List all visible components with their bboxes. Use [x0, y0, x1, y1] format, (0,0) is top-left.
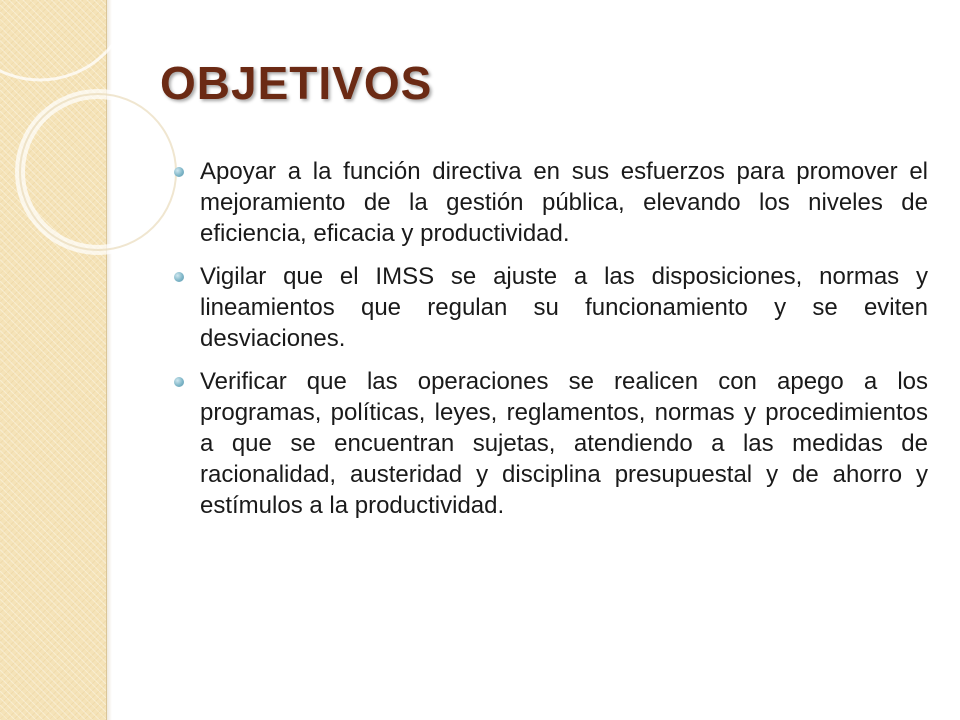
- bullet-dot-icon: [174, 167, 184, 177]
- objective-text: Verificar que las operaciones se realicen con apego a los programas, políticas, leyes, reglamentos, normas y procedimientos a que se encuentran sujetas, atendiendo a las medidas de racionalidad, austeridad y disciplina presupuestal y de ahorro y estímulos a la productividad.: [200, 368, 928, 519]
- slide-title: OBJETIVOS: [160, 57, 433, 109]
- objective-item: [172, 366, 928, 521]
- bullet-dot-icon: [174, 377, 184, 387]
- bullet-dot-icon: [174, 272, 184, 282]
- objective-item: [172, 156, 928, 249]
- objective-text: Apoyar a la función directiva en sus esfuerzos para promover el mejoramiento de la gestión pública, elevando los niveles de eficiencia, eficacia y productividad.: [200, 158, 928, 247]
- decorative-rings: [0, 0, 200, 260]
- objectives-list: [172, 156, 928, 533]
- decorative-ring-top: [0, 0, 132, 80]
- objective-text: Vigilar que el IMSS se ajuste a las disposiciones, normas y lineamientos que regulan su funcionamiento y se eviten desviaciones.: [200, 263, 928, 352]
- decorative-ring-bottom-inner: [20, 94, 176, 250]
- objective-item: [172, 261, 928, 354]
